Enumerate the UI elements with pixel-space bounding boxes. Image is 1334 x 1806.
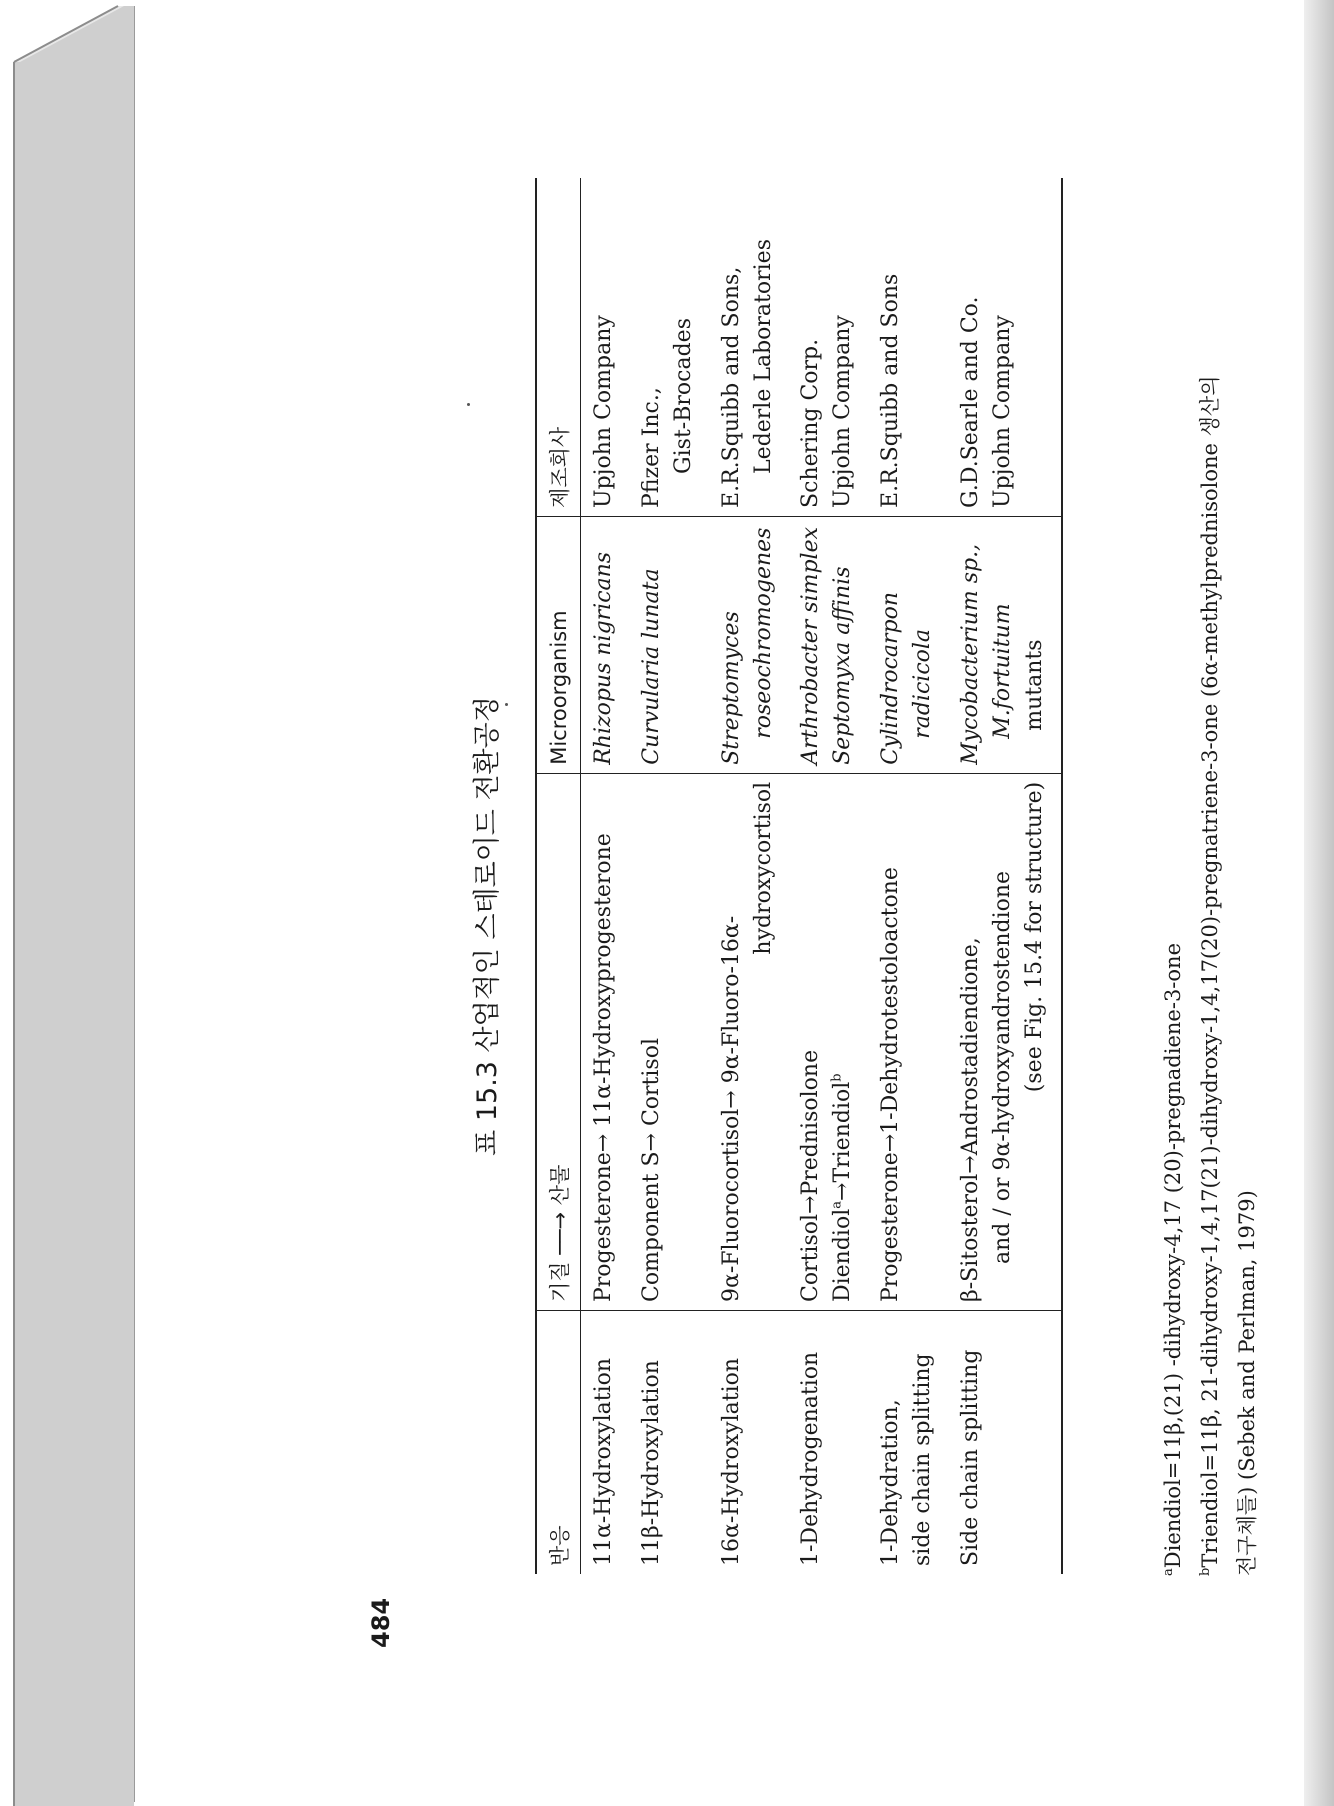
cell-manufacturer: [629, 178, 709, 516]
cell-microorganism: [629, 516, 709, 773]
conversion-text: (see Fig. 15.4 for structure): [1021, 781, 1047, 1093]
manufacturer-text: Lederle Laboratories: [750, 239, 776, 474]
table-row: [709, 178, 789, 1574]
microorganism-text: Arthrobacter simplex: [798, 526, 824, 765]
manufacturer-text: Gist-Brocades: [670, 318, 696, 474]
header-microorganism: Microorganism: [536, 516, 581, 773]
microorganism-text: Curvularia lunata: [638, 568, 664, 765]
manufacturer-text: Schering Corp.: [798, 338, 824, 508]
microorganism-text: Streptomyces: [718, 611, 744, 765]
footnote-b-text: Triendiol=11β, 21-dihydroxy-1,4,17(21)-dihydroxy-1,4,17(20)-pregnatriene-3-one (6α-methylprednisolone 생산의: [1197, 375, 1222, 1568]
table-row: [868, 178, 948, 1574]
cell-manufacturer: [788, 178, 868, 516]
header-reaction: 반응: [536, 1311, 581, 1574]
steroid-conversion-table: [535, 178, 1063, 1574]
cell-reaction: [629, 1311, 709, 1574]
microorganism-text: Rhizopus nigricans: [591, 551, 616, 765]
conversion-text: 9α-Fluorocortisol→ 9α-Fluoro-16α-: [718, 915, 744, 1303]
manufacturer-text: Upjohn Company: [989, 315, 1015, 508]
reaction-text: 1-Dehydrogenation: [798, 1351, 824, 1566]
manufacturer-text: G.D.Searle and Co.: [958, 296, 984, 508]
cell-microorganism: [788, 516, 868, 773]
table-row: [948, 178, 1062, 1574]
diendiol-text: Diendiol: [830, 1208, 856, 1303]
header-conversion: 기질 ──→ 산물: [536, 773, 581, 1310]
conversion-text: Component S→ Cortisol: [638, 1038, 664, 1303]
microorganism-text: Cylindrocarpon: [878, 591, 904, 765]
manufacturer-text: Upjohn Company: [830, 315, 856, 508]
footnote-a-mark: a: [830, 1200, 846, 1209]
header-manufacturer: 제조회사: [536, 178, 581, 516]
cell-conversion: [709, 773, 789, 1310]
manufacturer-text: Pfizer Inc.,: [638, 387, 664, 508]
cell-reaction: [581, 1311, 629, 1574]
page-number: 484: [367, 1597, 395, 1648]
microorganism-text: Septomyxa affinis: [830, 566, 856, 765]
footnote-b-continuation: 전구체들) (Sebek and Perlman, 1979): [1234, 1190, 1259, 1576]
cell-microorganism: [581, 516, 629, 773]
cell-microorganism: [948, 516, 1062, 773]
table-caption: 표 15.3 산업적인 스테로이드 전환공정: [472, 696, 503, 1156]
book-spine-edge: [0, 0, 140, 1806]
cell-microorganism: [709, 516, 789, 773]
footnote-a-marker: a: [1161, 1568, 1176, 1576]
conversion-text: Progesterone→ 11α-Hydroxyprogesterone: [591, 833, 616, 1303]
cell-conversion: [581, 773, 629, 1310]
table-row: [581, 178, 629, 1574]
cell-reaction: [788, 1311, 868, 1574]
footnote-b-mark: b: [830, 1073, 846, 1082]
footnotes: [1155, 136, 1265, 1576]
cell-conversion: [868, 773, 948, 1310]
reaction-text: side chain splitting: [910, 1353, 936, 1566]
reaction-text: 11β-Hydroxylation: [638, 1360, 664, 1566]
conversion-text: [827, 782, 859, 1302]
cell-manufacturer: [581, 178, 629, 516]
cell-manufacturer: [948, 178, 1062, 516]
microorganism-text: M.fortuitum: [989, 603, 1015, 739]
conversion-text: and / or 9α-hydroxyandrostendione: [989, 870, 1015, 1265]
conversion-text: hydroxycortisol: [750, 781, 776, 955]
reaction-text: 16α-Hydroxylation: [718, 1357, 744, 1566]
conversion-text: Cortisol→Prednisolone: [798, 1049, 824, 1303]
cell-microorganism: [868, 516, 948, 773]
reaction-text: 1-Dehydration,: [878, 1399, 904, 1566]
triendiol-text: →Triendiol: [830, 1081, 856, 1201]
cell-conversion: [629, 773, 709, 1310]
cell-conversion: [788, 773, 868, 1310]
manufacturer-text: Upjohn Company: [591, 315, 616, 508]
table-row: [629, 178, 709, 1574]
cell-manufacturer: [868, 178, 948, 516]
cell-conversion: [948, 773, 1062, 1310]
footnote-a: [1155, 136, 1192, 1576]
footnote-b-marker: b: [1197, 1567, 1213, 1576]
cell-reaction: [709, 1311, 789, 1574]
cell-reaction: [948, 1311, 1062, 1574]
reaction-text: Side chain splitting: [958, 1349, 984, 1566]
microorganism-text: Mycobacterium sp.,: [958, 543, 984, 765]
table-header-row: [536, 178, 581, 1574]
cell-reaction: [868, 1311, 948, 1574]
microorganism-text: roseochromogenes: [750, 527, 776, 739]
microorganism-text: mutants: [1021, 639, 1047, 731]
manufacturer-text: E.R.Squibb and Sons: [878, 273, 904, 508]
table-row: [788, 178, 868, 1574]
reaction-text: 11α-Hydroxylation: [591, 1357, 616, 1566]
footnote-b: [1192, 136, 1229, 1576]
print-speck: [505, 703, 508, 706]
footnote-a-text: Diendiol=11β,(21) -dihydroxy-4,17 (20)-pregnadiene-3-one: [1161, 943, 1185, 1569]
conversion-text: β-Sitosterol→Androstadiendione,: [958, 937, 984, 1303]
print-speck: [467, 403, 470, 406]
manufacturer-text: E.R.Squibb and Sons,: [718, 266, 744, 508]
page-edge-right: [1304, 0, 1334, 1806]
microorganism-text: radicicola: [910, 628, 936, 739]
cell-manufacturer: [709, 178, 789, 516]
rotated-page-content: [135, 86, 1305, 1706]
conversion-text: Progesterone→1-Dehydrotestoloactone: [878, 867, 904, 1303]
